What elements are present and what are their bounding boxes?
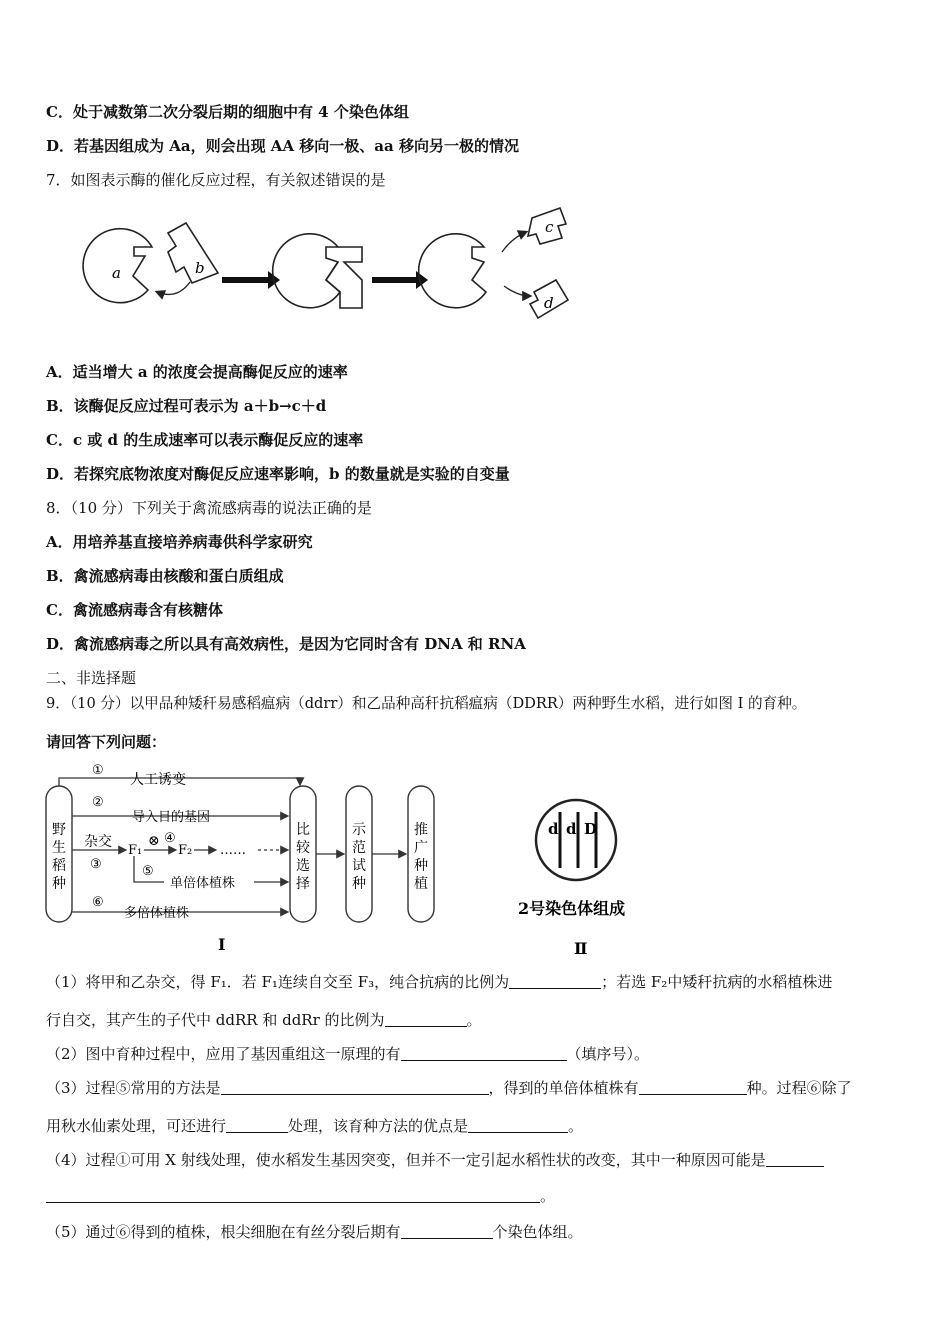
chromosome-caption: 2号染色体组成 bbox=[518, 899, 626, 918]
reaction-arrow-1 bbox=[222, 271, 280, 289]
route-6-number: ⑥ bbox=[92, 895, 104, 910]
q8-option-d: D．禽流感病毒之所以具有高效病性，是因为它同时含有 DNA 和 RNA bbox=[46, 635, 526, 653]
answer-blank-1[interactable] bbox=[509, 972, 601, 989]
product-d-arrow bbox=[504, 286, 530, 296]
q9-part3-text-b: ，得到的单倍体植株有 bbox=[488, 1079, 639, 1097]
answer-blank-5[interactable] bbox=[639, 1078, 747, 1095]
enzyme-complex-shape bbox=[273, 234, 340, 308]
q6-option-d: D．若基因组成为 Aa，则会出现 AA 移向一极、aa 移向另一极的情况 bbox=[46, 137, 519, 155]
chromosome-figure bbox=[510, 796, 660, 956]
q9-part2-text-a: （2）图中育种过程中，应用了基因重组这一原理的有 bbox=[46, 1045, 401, 1063]
figure-1-label: Ⅰ bbox=[218, 935, 226, 954]
substrate-label-b: b bbox=[195, 259, 205, 277]
q9-part3-line2 bbox=[46, 1116, 583, 1136]
q8-option-b: B．禽流感病毒由核酸和蛋白质组成 bbox=[46, 567, 284, 585]
q9-part1-text-c: 行自交，其产生的子代中 ddRR 和 ddRr 的比例为 bbox=[46, 1011, 385, 1029]
q7-option-c: C．c 或 d 的生成速率可以表示酶促反应的速率 bbox=[46, 431, 364, 449]
q7-option-b: B．该酶促反应过程可表示为 a＋b→c＋d bbox=[46, 397, 327, 415]
enzyme-free-shape bbox=[419, 234, 486, 308]
q7-option-a: A．适当增大 a 的浓度会提高酶促反应的速率 bbox=[46, 363, 348, 381]
product-c-arrow bbox=[502, 232, 526, 252]
binding-arrow bbox=[157, 282, 190, 294]
route-6-label: 多倍体植株 bbox=[124, 906, 190, 921]
q9-part3-text-d: 用秋水仙素处理，可还进行 bbox=[46, 1117, 227, 1135]
route-5-number: ⑤ bbox=[142, 864, 154, 879]
f1-label: F₁ bbox=[128, 843, 143, 858]
q8-option-c: C．禽流感病毒含有核糖体 bbox=[46, 601, 223, 619]
product-label-c: c bbox=[545, 218, 554, 236]
bound-substrate-shape bbox=[326, 247, 362, 308]
q7-option-d: D．若探究底物浓度对酶促反应速率影响，b 的数量就是实验的自变量 bbox=[46, 465, 510, 483]
route-2-label: 导入目的基因 bbox=[132, 810, 211, 825]
demo-trial-label: 示范试种 bbox=[352, 822, 366, 892]
q8-option-a: A．用培养基直接培养病毒供科学家研究 bbox=[46, 533, 313, 551]
q9-part4-text-b: 。 bbox=[540, 1187, 556, 1205]
q7-stem: 7．如图表示酶的催化反应过程，有关叙述错误的是 bbox=[46, 171, 386, 189]
product-label-d: d bbox=[544, 294, 554, 312]
answer-blank-2[interactable] bbox=[385, 1010, 467, 1027]
route-1-label: 人工诱变 bbox=[130, 772, 186, 788]
q9-part3-line1 bbox=[46, 1078, 852, 1098]
answer-blank-7[interactable] bbox=[468, 1116, 568, 1133]
gene-label-3: D bbox=[584, 820, 598, 838]
route-2-number: ② bbox=[92, 795, 104, 810]
q9-part2-text-b: （填序号）。 bbox=[566, 1045, 650, 1063]
answer-blank-3[interactable] bbox=[401, 1044, 567, 1061]
selfing-symbol: ⊗ bbox=[148, 833, 160, 849]
compare-select-label: 比较选择 bbox=[296, 822, 310, 892]
q9-part1-line1 bbox=[46, 972, 832, 992]
q9-stem: 9．（10 分）以甲品种矮秆易感稻瘟病（ddrr）和乙品种高秆抗稻瘟病（DDRR）两种野生水稻，进行如图 I 的育种。 bbox=[46, 695, 807, 712]
enzyme-reaction-figure bbox=[82, 200, 582, 330]
q9-part4-line2 bbox=[46, 1186, 555, 1206]
wild-rice-label: 野生稻种 bbox=[52, 822, 66, 892]
continuation-dots: …… bbox=[220, 843, 246, 858]
q9-part5-text-b: 个染色体组。 bbox=[492, 1223, 583, 1241]
gene-label-1: d bbox=[548, 820, 559, 838]
q9-part5 bbox=[46, 1222, 583, 1242]
route-1-number: ① bbox=[92, 763, 104, 778]
breeding-flowchart-figure bbox=[40, 758, 450, 958]
q9-part5-text-a: （5）通过⑥得到的植株，根尖细胞在有丝分裂后期有 bbox=[46, 1223, 401, 1241]
f2-label: F₂ bbox=[178, 843, 193, 858]
q9-part1-text-d: 。 bbox=[466, 1011, 482, 1029]
promote-plant-label: 推广种植 bbox=[414, 822, 428, 892]
q9-part3-text-e: 处理，该育种方法的优点是 bbox=[288, 1117, 469, 1135]
q8-stem: 8．（10 分）下列关于禽流感病毒的说法正确的是 bbox=[46, 499, 372, 517]
answer-blank-6[interactable] bbox=[226, 1116, 288, 1133]
route-5-label: 单倍体植株 bbox=[170, 876, 236, 891]
substrate-b-shape bbox=[168, 223, 218, 283]
cell-outline bbox=[536, 800, 616, 880]
enzyme-label-a: a bbox=[112, 264, 121, 282]
answer-blank-8[interactable] bbox=[766, 1150, 824, 1167]
section-heading: 二、非选择题 bbox=[46, 669, 137, 687]
route-3-number: ③ bbox=[90, 857, 102, 872]
q9-part1-line2 bbox=[46, 1010, 482, 1030]
answer-blank-10[interactable] bbox=[401, 1222, 493, 1239]
gene-label-2: d bbox=[566, 820, 577, 838]
q9-part2 bbox=[46, 1044, 649, 1064]
q9-instruction: 请回答下列问题： bbox=[46, 733, 167, 751]
q9-part4-line1 bbox=[46, 1150, 824, 1170]
q9-part3-text-a: （3）过程⑤常用的方法是 bbox=[46, 1079, 221, 1097]
q9-part1-text-b: ；若选 F₂中矮秆抗病的水稻植株进 bbox=[601, 973, 833, 991]
figure-2-label: Ⅱ bbox=[574, 939, 588, 956]
q9-part4-text-a: （4）过程①可用 X 射线处理，使水稻发生基因突变，但并不一定引起水稻性状的改变，其中一种原因可能是 bbox=[46, 1151, 766, 1169]
route-4-number: ④ bbox=[164, 831, 176, 846]
q6-option-c: C．处于减数第二次分裂后期的细胞中有 4 个染色体组 bbox=[46, 103, 409, 121]
answer-blank-9[interactable] bbox=[46, 1186, 540, 1203]
q9-part3-text-c: 种。过程⑥除了 bbox=[746, 1079, 852, 1097]
q9-part1-text-a: （1）将甲和乙杂交，得 F₁．若 F₁连续自交至 F₃，纯合抗病的比例为 bbox=[46, 973, 510, 991]
cross-label: 杂交 bbox=[84, 834, 112, 850]
answer-blank-4[interactable] bbox=[221, 1078, 489, 1095]
q9-part3-text-f: 。 bbox=[568, 1117, 584, 1135]
